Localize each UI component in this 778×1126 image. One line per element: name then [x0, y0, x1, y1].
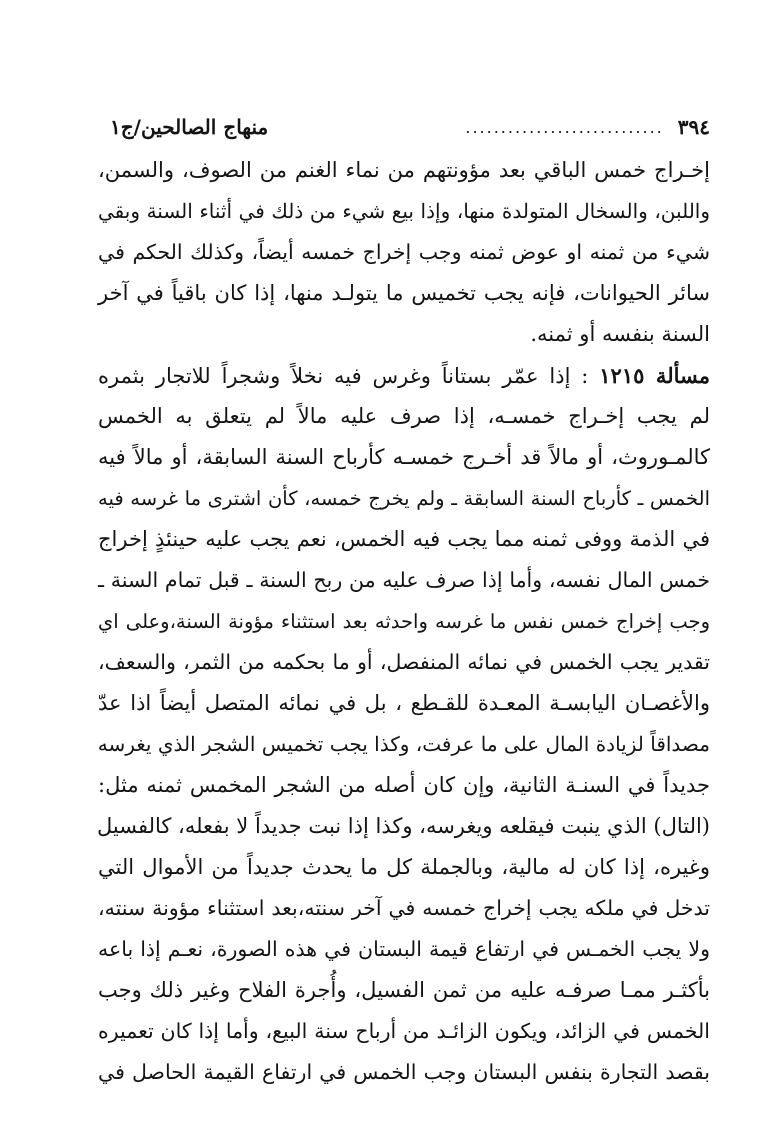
text-line: (التال) الذي ينبت فيقلعه ويغرسه، وكذا إذا نبت جديداً لا بفعله، كالفسيل [96, 814, 710, 838]
text-line: كالمـوروث، أو مالاً قد أخـرج خمسـه كأرباح السنة السابقة، أو مالاً فيه [98, 445, 710, 469]
page-body [98, 150, 710, 1093]
text-line: مصداقاً لزيادة المال على ما عرفت، وكذا يجب تخميس الشجر الذي يغرسه [97, 732, 710, 756]
book-title: منهاج الصالحين/ج١ [110, 115, 269, 139]
text-line: لم يجب إخـراج خمسـه، إذا صرف عليه مالاً لم يتعلق به الخمس [98, 404, 710, 428]
text-line: إخـراج خمس الباقي بعد مؤونتهم من نماء الغنم من الصوف، والسمن، [98, 158, 710, 182]
text-line: وجب إخراج خمس نفس ما غرسه واحدثه بعد استثناء مؤونة السنة،وعلى اي [98, 610, 710, 633]
text-line: وغيره، إذا كان له مالية، وبالجملة كل ما يحدث جديداً من الأموال التي [98, 855, 710, 879]
text-line: ولا يجب الخمـس في ارتفاع قيمة البستان في هذه الصورة، نعـم إذا باعه [98, 937, 710, 961]
header-dot-leader: ............................ [465, 117, 664, 137]
text-line: الخمس في الزائد، ويكون الزائـد من أرباح سنة البيع، وأما إذا كان تعميره [98, 1019, 710, 1043]
text-line: تدخل في ملكه يجب إخراج خمسه في آخر سنته،بعد استثناء مؤونة سنته، [98, 896, 710, 920]
text-line: شيء من ثمنه او عوض ثمنه وجب إخراج خمسه أيضاً، وكذلك الحكم في [98, 240, 710, 264]
masala-label: مسألة ١٢١٥ [599, 363, 710, 388]
text-line: خمس المال نفسه، وأما إذا صرف عليه من ربح السنة ـ قبل تمام السنة ـ [98, 568, 710, 592]
text-line: جديداً في السنـة الثانية، وإن كان أصله من الشجر المخمس ثمنه مثل: [98, 773, 710, 797]
text-line: تقدير يجب الخمس في نمائه المنفصل، أو ما بحكمه من الثمر، والسعف، [98, 650, 710, 674]
text-line: واللبن، والسخال المتولدة منها، وإذا بيع شيء من ذلك في أثناء السنة وبقي [98, 199, 710, 223]
text-line: بأكثـر ممـا صرفـه عليه من ثمن الفسيل، وأُجرة الفلاح وغير ذلك وجب [98, 978, 710, 1002]
masala-heading-line [98, 355, 710, 396]
text-line: سائر الحيوانات، فإنه يجب تخميس ما يتولـد منها، إذا كان باقياً في آخر [98, 281, 710, 305]
masala-first-line: : إذا عمّر بستاناً وغرس فيه نخلاً وشجراً للاتجار بثمره [98, 364, 589, 388]
page-number: ٣٩٤ [677, 115, 710, 139]
text-line: الخمس ـ كأرباح السنة السابقة ـ ولم يخرج خمسه، كأن اشترى ما غرسه فيه [98, 487, 710, 510]
text-line: في الذمة ووفى ثمنه مما يجب فيه الخمس، نعم يجب عليه حينئذٍ إخراج [98, 527, 710, 551]
page-header [110, 112, 710, 142]
text-line: بقصد التجارة بنفس البستان وجب الخمس في ارتفاع القيمة الحاصل في [98, 1060, 710, 1084]
text-line: والأغصـان اليابسـة المعـدة للقـطع ، بل في نمائه المتصل أيضاً اذا عدّ [98, 691, 710, 715]
text-line: السنة بنفسه أو ثمنه. [530, 322, 710, 346]
